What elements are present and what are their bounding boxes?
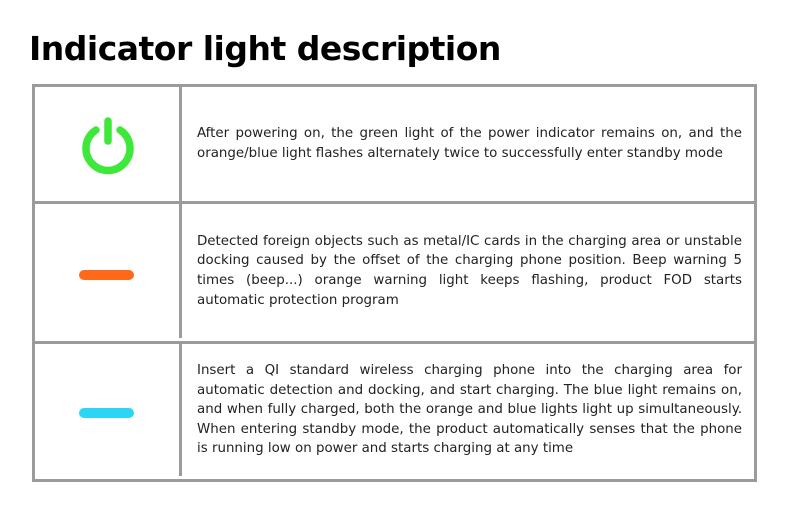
icon-cell: [35, 204, 182, 338]
indicator-table: [32, 84, 757, 482]
power-icon: [77, 115, 139, 177]
description-cell: [182, 204, 754, 338]
description-cell: [182, 87, 754, 201]
icon-cell: [35, 344, 182, 476]
table-row-blue-charging: [35, 341, 754, 476]
table-row-green-power: [35, 87, 754, 201]
icon-cell: [35, 87, 182, 201]
orange-bar-icon: [79, 270, 134, 280]
description-text: After powering on, the green light of the power indicator remains on, and the orange/blue light flashes alternately twice to successfully enter standby mode: [197, 126, 742, 161]
table-row-orange-warning: [35, 201, 754, 338]
page-title: Indicator light description: [29, 29, 501, 68]
description-text: Detected foreign objects such as metal/IC cards in the charging area or unstable docking caused by the offset of the charging phone position. Beep warning 5 times (beep...) orange warning light keeps flashing, product FOD starts automatic protection program: [197, 233, 742, 308]
blue-bar-icon: [79, 408, 134, 418]
description-text: Insert a QI standard wireless charging phone into the charging area for automatic detection and docking, and start charging. The blue light remains on, and when fully charged, both the orange and blue lights light up simultaneously. When entering standby mode, the product automatically senses that the phone is running low on power and starts charging at any time: [197, 363, 742, 457]
description-cell: [182, 344, 754, 476]
